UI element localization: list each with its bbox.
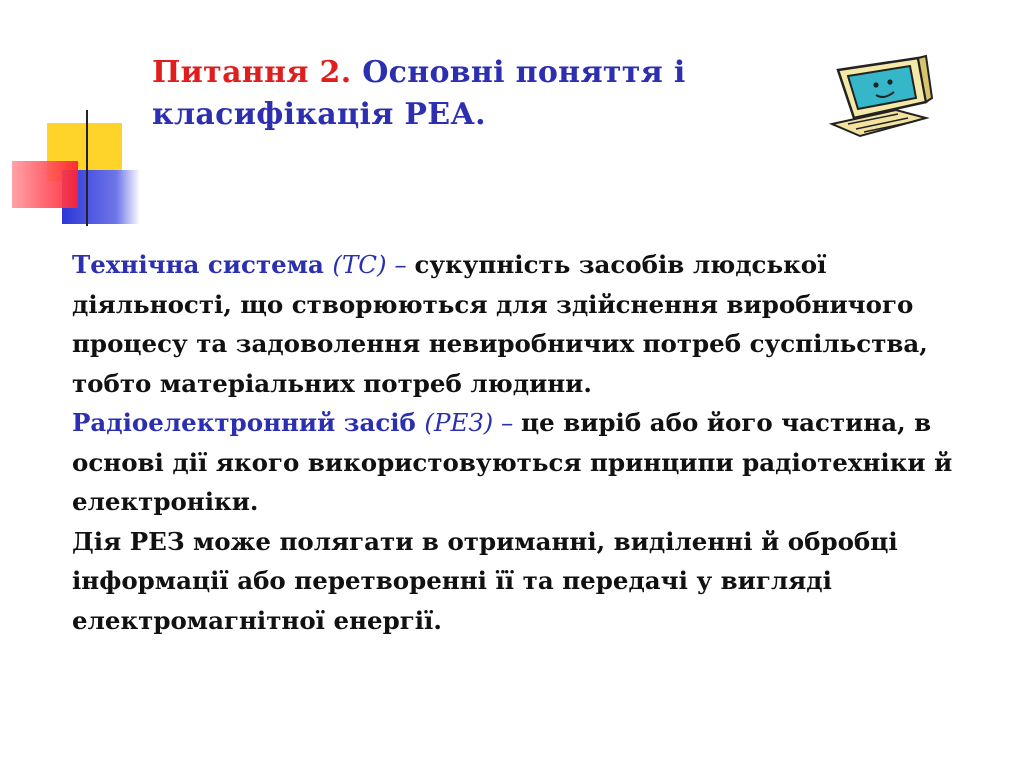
definition-technical-system — [72, 245, 972, 403]
dash: – — [493, 408, 522, 437]
definitions-block — [72, 245, 972, 640]
definition-text: сукупність засобів людської діяльності, що створюються для здійснення виробничого процесу та задоволення невиробничих потреб суспільства, тобто матеріальних потреб людини. — [72, 250, 928, 398]
paragraph-text: Дія РЕЗ може полягати в отриманні, виділенні й обробці інформації або перетворенні її та передачі у вигляді електромагнітної енергії. — [72, 526, 898, 635]
dash: – — [386, 250, 415, 279]
definition-radio-electronic-device — [72, 403, 972, 522]
slide-title — [152, 52, 792, 136]
term-technical-system: Технічна система — [72, 250, 324, 279]
abbr-radio-electronic-device: (РЕЗ) — [424, 408, 494, 437]
paragraph-function — [72, 522, 972, 641]
topic-title: Основні поняття і класифікація РЕА. — [152, 55, 686, 132]
question-label: Питання 2. — [152, 55, 352, 90]
abbr-technical-system: (ТС) — [332, 250, 387, 279]
term-radio-electronic-device: Радіоелектронний засіб — [72, 408, 416, 437]
computer-monitor-icon — [826, 52, 934, 142]
definition-text: це виріб або його частина, в основі дії якого використовуються принципи радіотехніки й електроніки. — [72, 408, 953, 516]
